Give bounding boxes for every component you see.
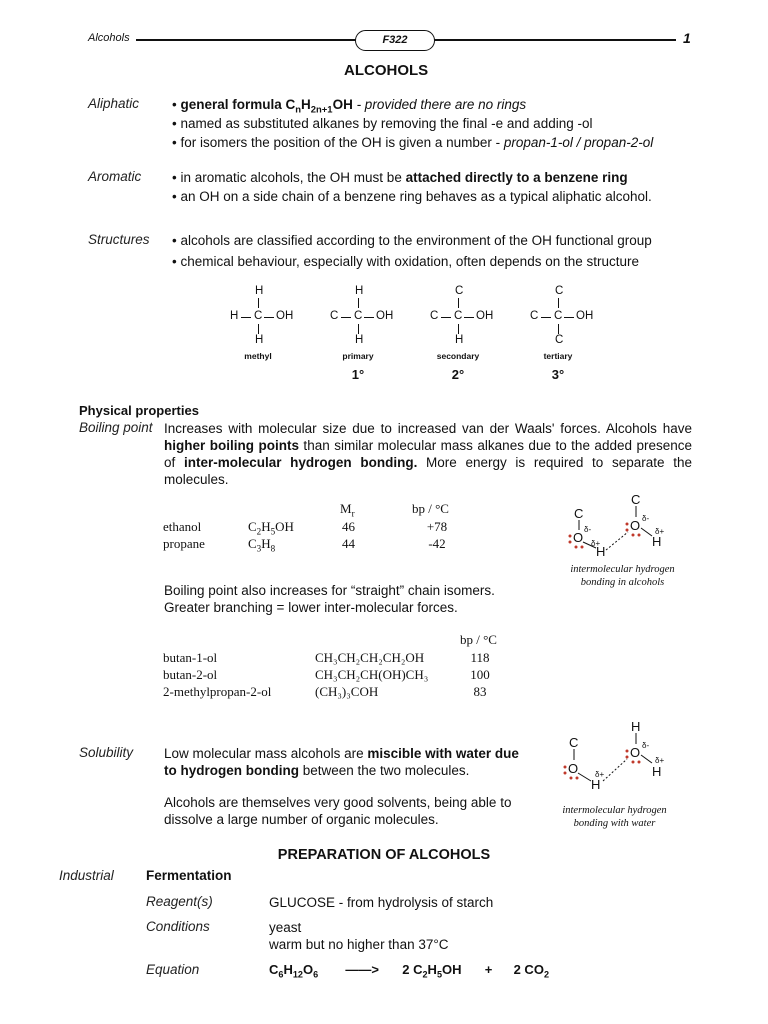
atom-center: C (254, 310, 263, 322)
compound-name: ethanol (163, 518, 202, 534)
atom-bottom: H (255, 334, 264, 346)
header-code-badge: F322 (355, 30, 435, 51)
aliphatic-bullet-isomers: • for isomers the position of the OH is given a number - propan-1-ol / propan-2-ol (172, 135, 654, 150)
atom-left: C (330, 310, 339, 322)
page-title: ALCOHOLS (344, 62, 429, 79)
isomer-bp: 118 (470, 649, 490, 665)
atom-o-left: O (573, 530, 584, 545)
boiling-point-paragraph: Increases with molecular size due to increased van der Waals' forces. Alcohols have higher boiling points than similar molecular mass alkanes due to the added presence of inter-molecular hydrogen bonding. More energy is required to separate the molecules. (164, 421, 692, 487)
aliphatic-bullet-formula: • general formula $C_nH_{2n+1}OH$ - provided there are no rings (172, 97, 527, 116)
bond-bottom (258, 324, 259, 334)
bond-bottom (358, 324, 359, 334)
table-row (163, 683, 495, 700)
properties-table (163, 518, 462, 552)
structures-bullet-behaviour: • chemical behaviour, especially with oxidation, often depends on the structure (172, 254, 640, 269)
alcohol-o: O (568, 761, 579, 776)
compound-name: propane (163, 535, 205, 551)
page-number: 1 (683, 30, 691, 46)
alcohol-c: C (569, 735, 579, 750)
chain-isomers-line1: Boiling point also increases for “straight” chain isomers. (164, 583, 495, 598)
structure-name: primary (342, 351, 374, 361)
reagents-label: Reagent(s) (146, 894, 213, 909)
hydroxyl-group: OH (576, 310, 594, 322)
water-delta-minus: δ- (642, 741, 650, 750)
isomer-formula: CH₃CH₂CH(OH)CH₃ (315, 666, 429, 682)
chain-isomers-line2: Greater branching = lower inter-molecular forces. (164, 600, 458, 615)
aromatic-bullet-direct: • in aromatic alcohols, the OH must be attached directly to a benzene ring (172, 170, 628, 185)
water-h-right: H (652, 764, 662, 779)
structures-label: Structures (88, 232, 150, 247)
equation-arrow: ——> (345, 962, 379, 977)
bond-right (564, 317, 574, 318)
atom-o-right: O (630, 518, 641, 533)
equation-label: Equation (146, 962, 200, 977)
delta-plus-left: δ+ (591, 539, 601, 548)
reagents-value: GLUCOSE - from hydrolysis of starch (269, 895, 494, 910)
atom-center: C (554, 310, 563, 322)
isomer-formula: (CH₃)₃COH (315, 683, 379, 699)
hydroxyl-group: OH (476, 310, 494, 322)
atom-h-left: H (596, 544, 606, 559)
table-row (163, 649, 495, 666)
structure-degree: 1° (351, 367, 365, 382)
water-delta-plus: δ+ (655, 756, 665, 765)
compound-mr: 46 (342, 518, 355, 534)
bond-right (464, 317, 474, 318)
isomer-table (163, 649, 495, 700)
header-section: Alcohols (88, 32, 130, 44)
bond-top (358, 298, 359, 308)
equation-product-co2: 2 $CO_2$ (513, 962, 549, 980)
bond-bottom (558, 324, 559, 334)
compound-formula: $C_2H_5OH$ (248, 518, 294, 537)
bond-left (541, 317, 551, 318)
atom-c-right: C (631, 492, 641, 507)
equation-plus: + (484, 962, 493, 977)
table1-mr-header: $M_r$ (340, 501, 355, 519)
bond-bottom (458, 324, 459, 334)
water-h-top: H (631, 719, 641, 734)
structure-name: methyl (244, 351, 272, 361)
bond-top (458, 298, 459, 308)
compound-mr: 44 (342, 535, 355, 551)
aromatic-bullet-sidechain: • an OH on a side chain of a benzene ring behaves as a typical aliphatic alcohol. (172, 189, 652, 204)
bond-left (241, 317, 251, 318)
atom-bottom: H (455, 334, 464, 346)
hydroxyl-group: OH (376, 310, 394, 322)
water-o: O (630, 745, 641, 760)
atom-bottom: H (355, 334, 364, 346)
atom-center: C (354, 310, 363, 322)
table-row (163, 666, 495, 683)
compound-formula: $C_3H_8$ (248, 535, 276, 554)
fermentation-equation (269, 962, 549, 980)
bond-top (258, 298, 259, 308)
alcohol-delta-plus: δ+ (595, 770, 605, 779)
boiling-point-label: Boiling point (79, 420, 153, 435)
structure-tertiary (525, 285, 615, 390)
conditions-yeast: yeast (269, 920, 302, 935)
table-butanol-isomers (163, 649, 495, 700)
atom-c-left: C (574, 506, 584, 521)
compound-bp: +78 (426, 518, 448, 534)
isomer-bp: 100 (470, 666, 490, 682)
solubility-paragraph-1: Low molecular mass alcohols are miscible with water due to hydrogen bonding between the two molecules. (164, 746, 519, 778)
atom-left: C (430, 310, 439, 322)
bond-top (558, 298, 559, 308)
delta-minus-right: δ- (642, 514, 650, 523)
structure-name: tertiary (543, 351, 573, 361)
preparation-title: PREPARATION OF ALCOHOLS (277, 847, 491, 863)
bond-right (364, 317, 374, 318)
structure-primary (325, 285, 415, 390)
table-row (163, 535, 462, 552)
structure-methyl (225, 285, 315, 390)
table-row (163, 518, 462, 535)
bond-right (264, 317, 274, 318)
isomer-formula: CH₃CH₂CH₂CH₂OH (315, 649, 425, 665)
bond-left (341, 317, 351, 318)
conditions-label: Conditions (146, 919, 210, 934)
alcohol-structures (225, 285, 605, 390)
table-ethanol-propane (163, 518, 462, 552)
hbond-water-diagram (555, 715, 685, 800)
atom-center: C (454, 310, 463, 322)
physical-properties-heading: Physical properties (79, 403, 199, 418)
fermentation-heading: Fermentation (146, 868, 232, 883)
bond-left (441, 317, 451, 318)
atom-h-right: H (652, 534, 662, 549)
structure-degree: 3° (551, 367, 565, 382)
aromatic-label: Aromatic (88, 169, 142, 184)
structure-degree: 2° (451, 367, 465, 382)
structures-bullet-classified: • alcohols are classified according to the environment of the OH functional group (172, 233, 652, 248)
isomer-name: butan-1-ol (163, 649, 218, 665)
structure-secondary (425, 285, 515, 390)
atom-top: C (455, 285, 464, 297)
delta-minus-left: δ- (584, 525, 592, 534)
table2-bp-header: bp / °C (460, 632, 497, 647)
atom-top: C (555, 285, 564, 297)
hydroxyl-group: OH (276, 310, 294, 322)
solubility-paragraph-2: Alcohols are themselves very good solvents, being able to dissolve a large number of organic molecules. (164, 795, 512, 827)
table1-bp-header: bp / °C (412, 501, 449, 516)
atom-top: H (355, 285, 364, 297)
delta-plus-right: δ+ (655, 527, 665, 536)
atom-left: H (230, 310, 239, 322)
hbond-alcohols-diagram (558, 490, 688, 565)
structure-name: secondary (436, 351, 480, 361)
equation-reactant: $C_6H_{12}O_6$ (269, 962, 319, 980)
atom-left: C (530, 310, 539, 322)
hbond-alcohols-caption: intermolecular hydrogen bonding in alcohols (570, 564, 675, 588)
alcohol-h: H (591, 777, 601, 792)
isomer-bp: 83 (473, 683, 487, 699)
isomer-name: butan-2-ol (163, 666, 218, 682)
conditions-temperature: warm but no higher than 37°C (269, 937, 449, 952)
equation-product-ethanol: 2 $C_2H_5OH$ (402, 962, 462, 980)
aliphatic-bullet-naming: • named as substituted alkanes by removing the final -e and adding -ol (172, 116, 593, 131)
industrial-label: Industrial (59, 868, 114, 883)
atom-top: H (255, 285, 264, 297)
atom-bottom: C (555, 334, 564, 346)
hbond-water-caption: intermolecular hydrogen bonding with water (562, 805, 667, 829)
isomer-name: 2-methylpropan-2-ol (163, 683, 272, 699)
solubility-label: Solubility (79, 745, 134, 760)
compound-bp: -42 (428, 535, 446, 551)
aliphatic-label: Aliphatic (88, 96, 140, 111)
